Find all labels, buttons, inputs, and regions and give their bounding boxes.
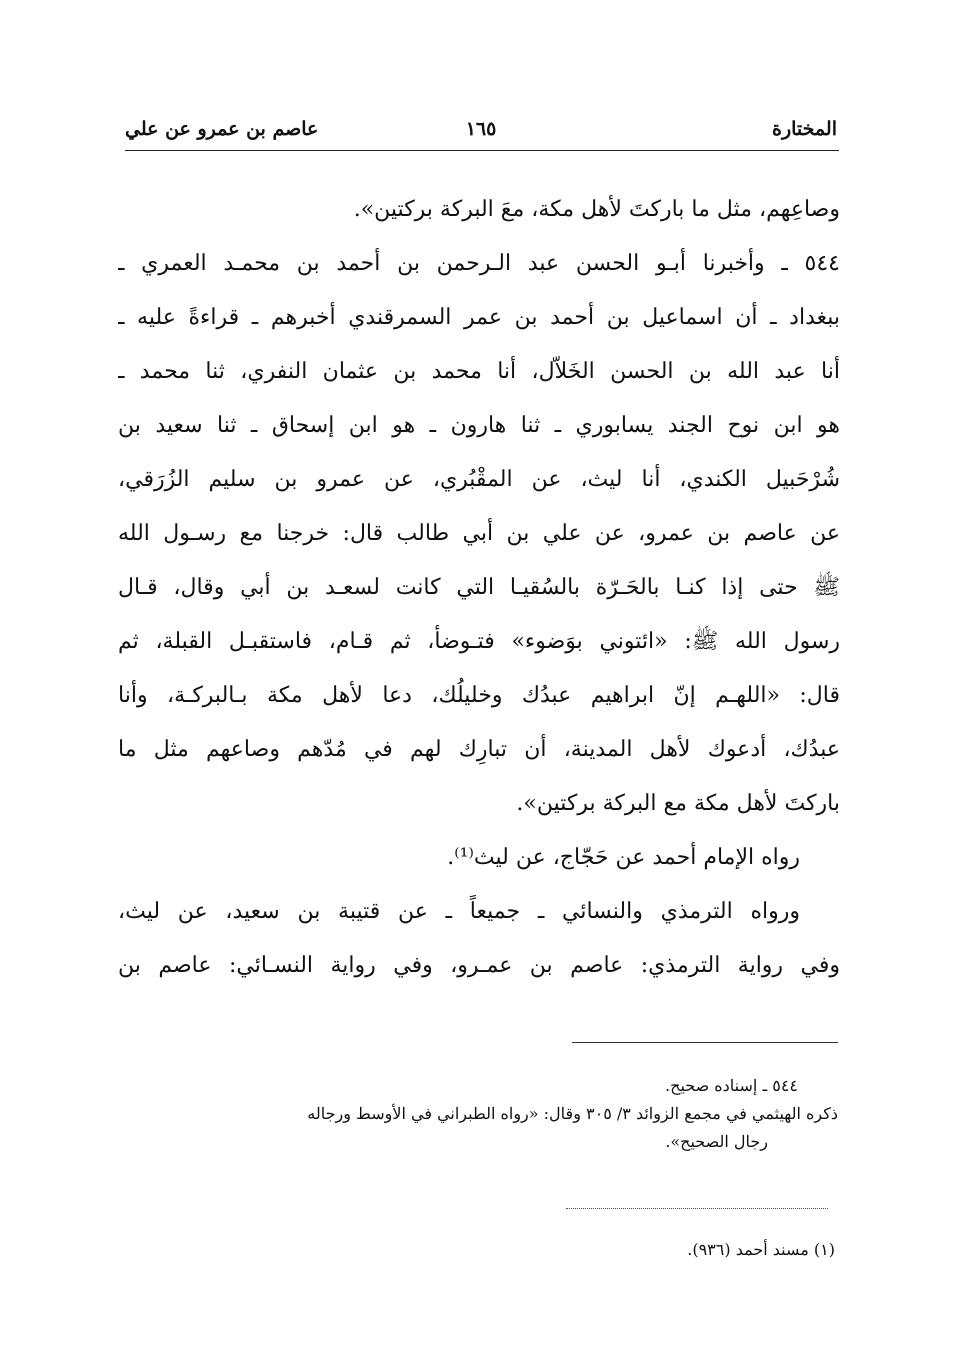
main-text — [118, 183, 840, 993]
text-line: باركتَ لأهل مكة مع البركة بركتين». — [516, 791, 840, 816]
text-line: رسول الله ﷺ: «ائتوني بوَضوء» فتـوضأ، ثم قـام، فاستقبـل القبلة، ثم — [118, 629, 840, 654]
text-line: وصاعِهم، مثل ما باركتَ لأهل مكة، معَ البركة بركتين». — [353, 197, 840, 222]
footnote-rule — [566, 1208, 828, 1209]
footnote: (١) مسند أحمد (٩٣٦). — [687, 1240, 835, 1259]
editor-notes — [110, 1072, 838, 1156]
text-line: ببغداد ـ أن اسماعيل بن أحمد بن عمر السمرقندي أخبرهم ـ قراءةً عليه ـ — [118, 305, 840, 330]
text-line: وفي رواية الترمذي: عاصم بن عمـرو، وفي رواية النسـائي: عاصم بن — [118, 953, 840, 978]
note-line: ذكره الهيثمي في مجمع الزوائد ٣/ ٣٠٥ وقال: «رواه الطبراني في الأوسط ورجاله — [307, 1104, 838, 1123]
text-line: عبدُك، أدعوك لأهل المدينة، أن تبارِك لهم في مُدّهم وصاعهم مثل ما — [118, 737, 840, 762]
text-line: هو ابن نوح الجند يسابوري ـ ثنا هارون ـ هو ابن إسحاق ـ ثنا سعيد بن — [118, 413, 840, 438]
text-line: عن عاصم بن عمرو، عن علي بن أبي طالب قال: خرجنا مع رسـول الله — [118, 521, 840, 546]
text-line: أنا عبد الله بن الحسن الخَلاّل، أنا محمد بن عثمان النفري، ثنا محمد ـ — [118, 359, 840, 384]
text-line: شُرْحَبيل الكندي، أنا ليث، عن المقْبُري، عن عمرو بن سليم الزُرَقي، — [118, 467, 840, 492]
text-line: رواه الإمام أحمد عن حَجّاج، عن ليث⁽¹⁾. — [447, 845, 800, 870]
notes-rule — [572, 1042, 838, 1043]
page-number: ١٦٥ — [465, 118, 497, 140]
book-title: المختارة — [772, 118, 837, 140]
text-line: قال: «اللهـم إنّ ابراهيم عبدُك وخليلُك، دعا لأهل مكة بـالبركـة، وأنا — [118, 683, 840, 708]
chapter-title: عاصم بن عمرو عن علي — [125, 118, 319, 140]
running-header — [125, 118, 837, 152]
note-line: رجال الصحيح». — [665, 1132, 768, 1151]
note-line: ٥٤٤ ـ إسناده صحيح. — [665, 1076, 798, 1095]
header-rule — [125, 150, 839, 151]
text-line: ورواه الترمذي والنسائي ـ جميعاً ـ عن قتيبة بن سعيد، عن ليث، — [118, 899, 800, 924]
text-line: ﷺ حتى إذا كنـا بالحَـرّة بالسُقيـا التي كانت لسعـد بن أبي وقال، قـال — [118, 575, 840, 600]
text-line: ٥٤٤ ـ وأخبرنا أبـو الحسن عبد الـرحمن بن أحمد بن محمـد العمري ـ — [118, 251, 840, 276]
